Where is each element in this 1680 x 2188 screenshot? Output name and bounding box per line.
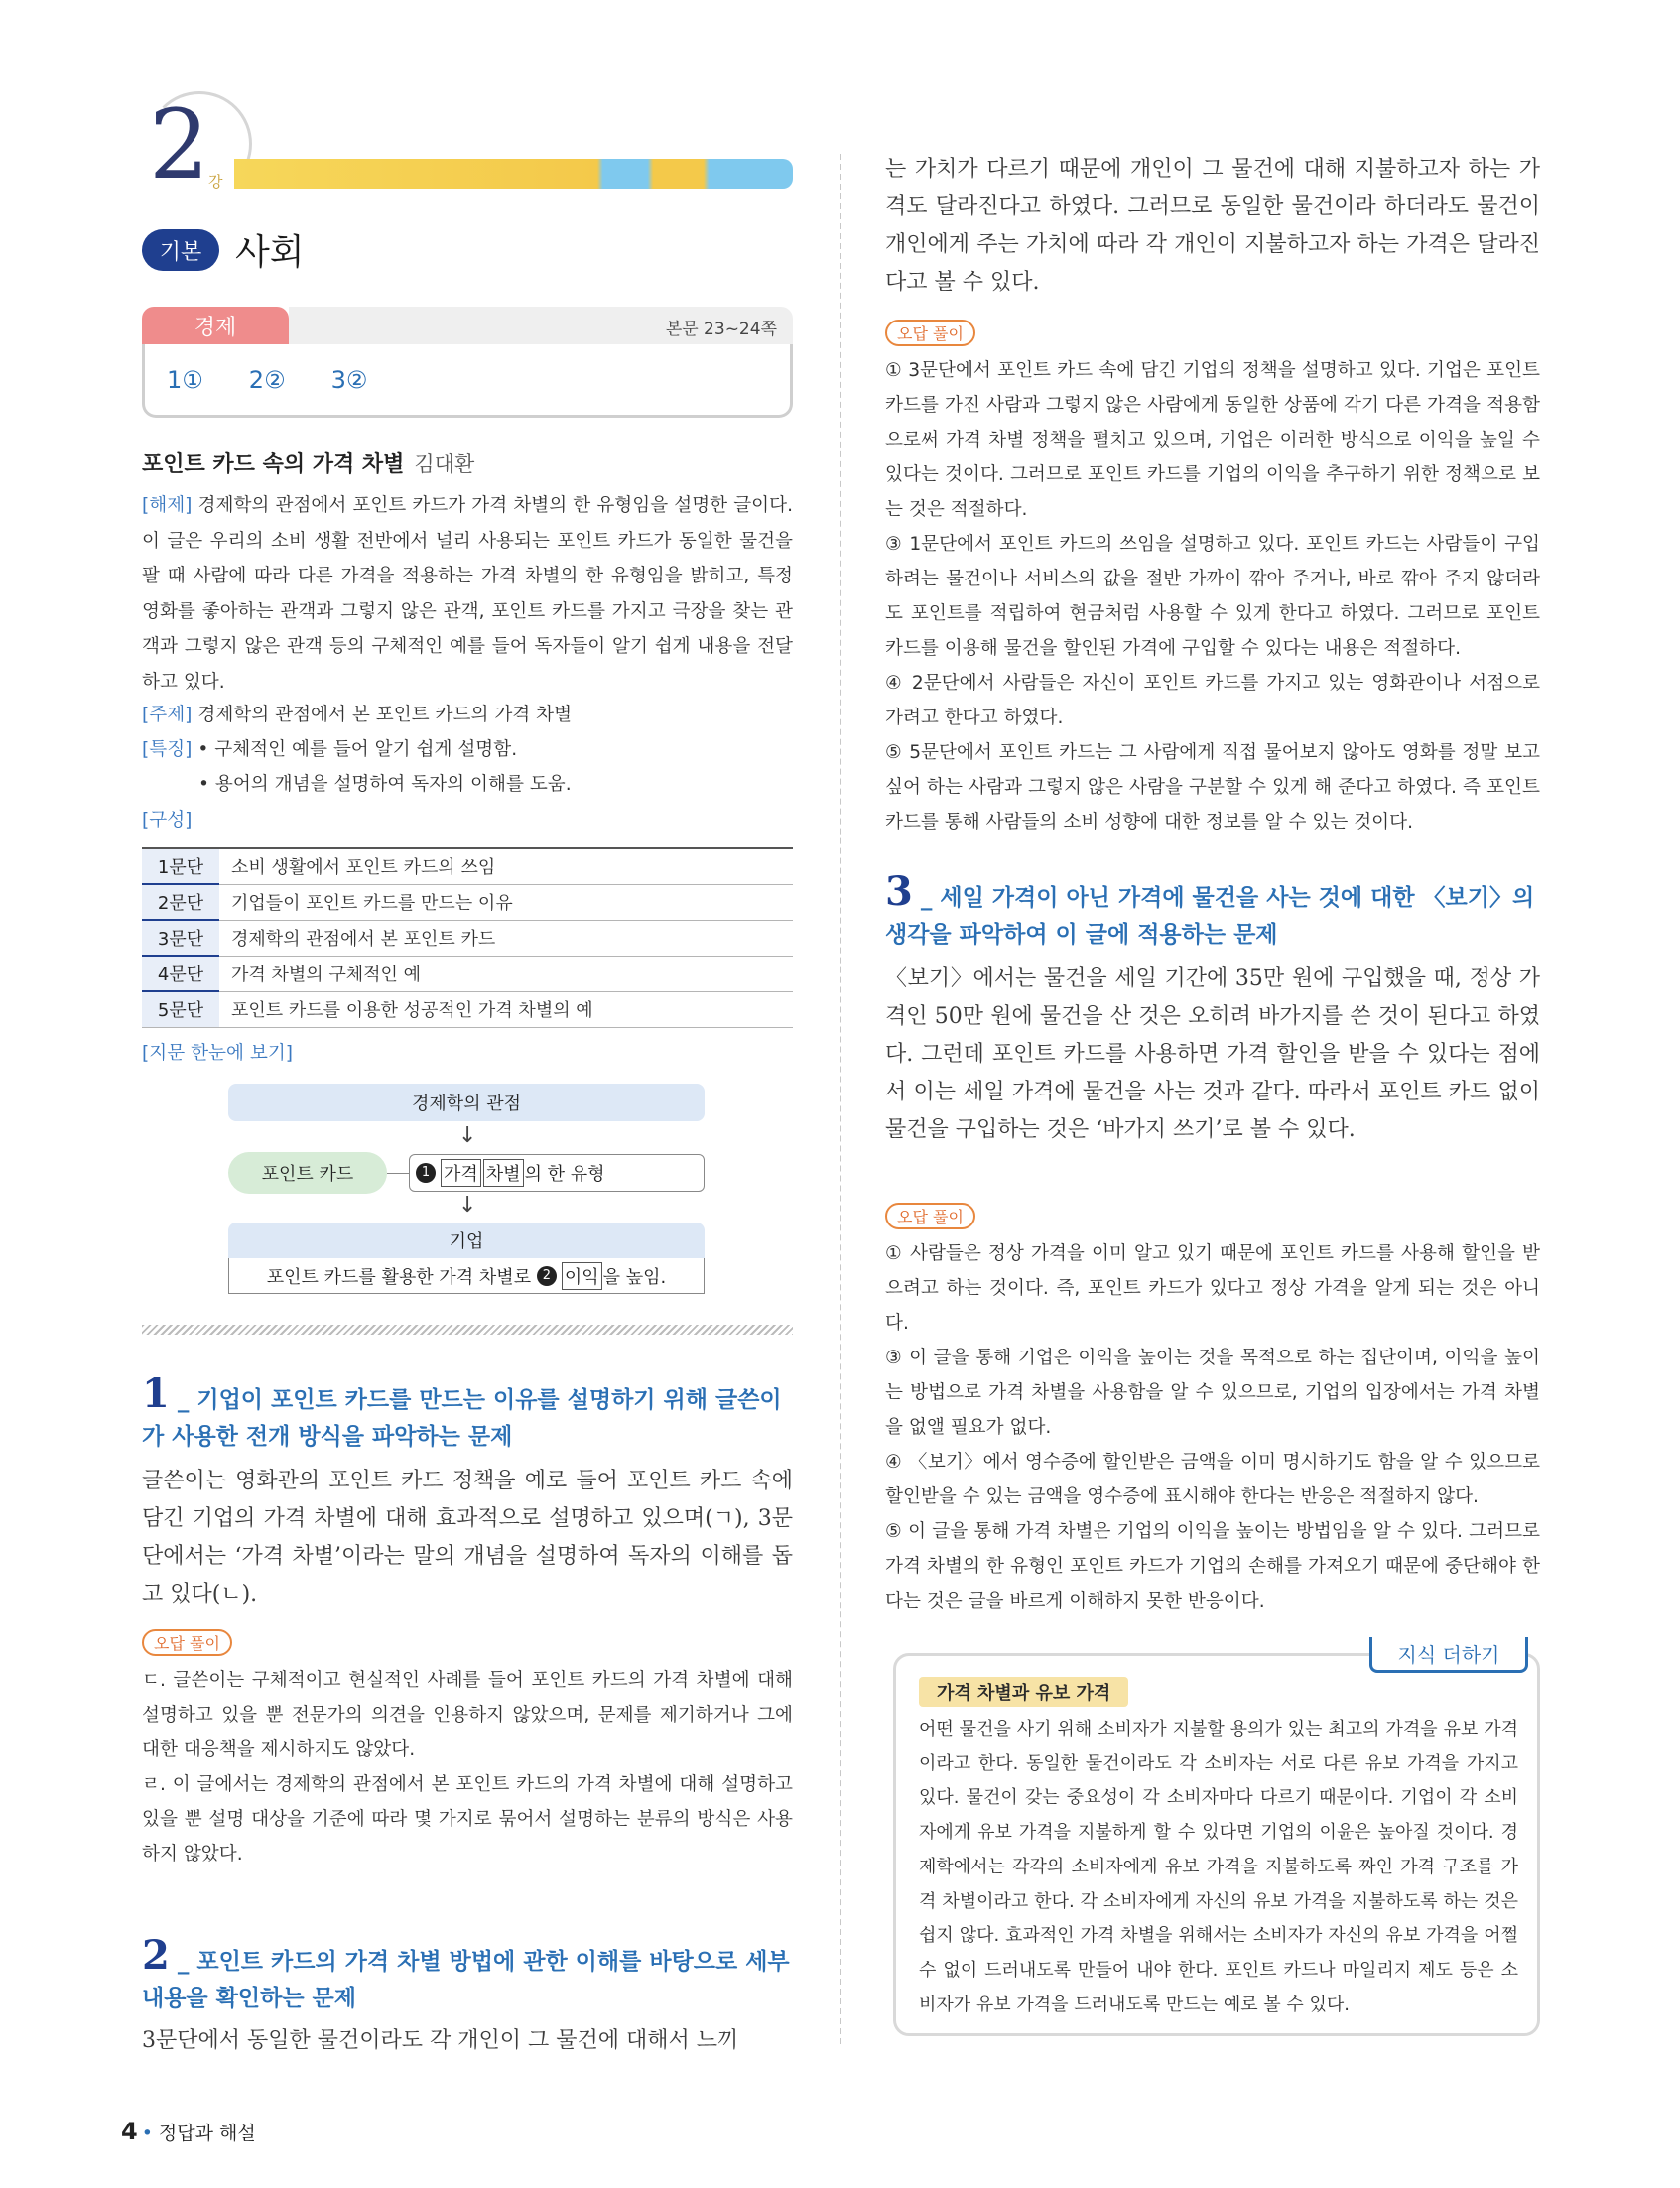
feature-2: • 용어의 개념을 설명하여 독자의 이해를 도움. xyxy=(198,774,572,795)
answer-box-strip xyxy=(289,307,793,344)
features-label: [특징] xyxy=(142,739,193,760)
number-badge: 1 xyxy=(416,1163,436,1183)
structure-label xyxy=(142,806,192,832)
para-cell: 1문단 xyxy=(142,848,219,884)
para-cell: 2문단 xyxy=(142,884,219,920)
question-1-explanation: 글쓴이는 영화관의 포인트 카드 정책을 예로 들어 포인트 카드 속에 담긴 기업의 가격 차별에 대해 효과적으로 설명하고 있으며(ㄱ), 3문단에서는 ‘가격 차별’이라는 말의 개념을 설명하여 독자의 이해를 돕고 있다(ㄴ). xyxy=(142,1469,793,1607)
page-footer xyxy=(121,2118,256,2145)
overview-label xyxy=(142,1039,293,1065)
answer-box-tab: 경제 xyxy=(142,307,289,344)
section-divider xyxy=(142,1325,793,1335)
question-1-heading xyxy=(142,1370,793,1456)
para-cell: 5문단 xyxy=(142,991,219,1027)
question-title: _ 기업이 포인트 카드를 만드는 이유를 설명하기 위해 글쓴이가 사용한 전개 방식을 파악하는 문제 xyxy=(142,1387,782,1450)
theme-line xyxy=(142,701,572,726)
answer-list xyxy=(142,344,793,418)
knowledge-plus-label: 지식 더하기 xyxy=(1369,1637,1528,1673)
question-2-explanation-start: 3문단에서 동일한 물건이라도 각 개인이 그 물건에 대해서 느끼 xyxy=(142,2028,739,2053)
subject-title: 사회 xyxy=(235,232,305,273)
wrong-item: ③ 이 글을 통해 기업은 이익을 높이는 것을 목적으로 하는 집단이며, 이익을 높이는 방법으로 가격 차별을 사용함을 알 수 있으므로, 기업의 입장에서는 가격 차별을 없앨 필요가 없다. xyxy=(885,1348,1540,1438)
overview-label-text: [지문 한눈에 보기] xyxy=(142,1043,294,1064)
level-tag: 기본 xyxy=(142,229,219,271)
feature-1: • 구체적인 예를 들어 알기 쉽게 설명함. xyxy=(197,739,518,760)
article-summary xyxy=(142,488,793,700)
summary-label: [해제] xyxy=(142,495,193,516)
blank-box: 가격 xyxy=(441,1159,481,1187)
wrong-item: ① 3문단에서 포인트 카드 속에 담긴 기업의 정책을 설명하고 있다. 기업은 포인트 카드를 가진 사람과 그렇지 않은 사람에게 동일한 상품에 각기 다른 가격을 적용함으로써 가격 차별 정책을 펼치고 있으며, 기업은 이러한 방식으로 이익을 높일 수 있다는 것이다. 그러므로 포인트 카드를 기업의 이익을 추구하기 위한 정책으로 보는 것은 적절하다. xyxy=(885,360,1540,520)
wrong-item: ④ 〈보기〉에서 영수증에 할인받은 금액을 이미 명시하기도 함을 알 수 있으므로 할인받을 수 있는 금액을 영수증에 표시해야 한다는 반응은 적절하지 않다. xyxy=(885,1452,1540,1507)
down-arrow-icon: ↓ xyxy=(458,1193,477,1218)
table-row xyxy=(142,956,793,991)
lesson-unit: 강 xyxy=(208,173,223,191)
desc-cell: 소비 생활에서 포인트 카드의 쓰임 xyxy=(219,848,793,884)
wrong-item: ① 사람들은 정상 가격을 이미 알고 있기 때문에 포인트 카드를 사용해 할인을 받으려고 하는 것이다. 즉, 포인트 카드가 있다고 정상 가격을 알게 되는 것은 아니다. xyxy=(885,1243,1540,1334)
question-title: _ 포인트 카드의 가격 차별 방법에 관한 이해를 바탕으로 세부 내용을 확인하는 문제 xyxy=(142,1949,790,2011)
wrong-item: ④ 2문단에서 사람들은 자신이 포인트 카드를 가지고 있는 영화관이나 서점으로 가려고 한다고 하였다. xyxy=(885,673,1540,728)
question-2-explanation-cont: 는 가치가 다르기 때문에 개인이 그 물건에 대해 지불하고자 하는 가격도 달라진다고 하였다. 그러므로 동일한 물건이라 하더라도 물건이 개인에게 주는 가치에 따라 각 개인이 지불하고자 하는 가격은 달라진다고 볼 수 있다. xyxy=(885,157,1540,295)
overview-diagram xyxy=(228,1084,705,1294)
wrong-item: ⑤ 5문단에서 포인트 카드는 그 사람에게 직접 물어보지 않아도 영화를 정말 보고 싶어 하는 사람과 그렇지 않은 사람을 구분할 수 있게 해 준다고 하였다. 즉 포인트 카드를 통해 사람들의 소비 성향에 대한 정보를 알 수 있는 것이다. xyxy=(885,742,1540,833)
wrong-item: ③ 1문단에서 포인트 카드의 쓰임을 설명하고 있다. 포인트 카드는 사람들이 구입하려는 물건이나 서비스의 값을 절반 가까이 깎아 주거나, 바로 깎아 주지 않더라도 포인트를 적립하여 현금처럼 사용할 수 있게 한다고 하였다. 그러므로 포인트 카드를 이용해 물건을 할인된 가격에 구입할 수 있다는 내용은 적절하다. xyxy=(885,534,1540,659)
table-row xyxy=(142,991,793,1027)
question-2-wrong-list xyxy=(885,353,1540,839)
question-3-explanation: 〈보기〉에서는 물건을 세일 기간에 35만 원에 구입했을 때, 정상 가격인 50만 원에 물건을 산 것은 오히려 바가지를 쓴 것이 된다고 하였다. 그런데 포인트 카드를 사용하면 가격 할인을 받을 수 있다는 점에서 이는 세일 가격에 물건을 사는 것과 같다. 따라서 포인트 카드 없이 물건을 구입하는 것은 ‘바가지 쓰기’로 볼 수 있다. xyxy=(885,966,1540,1142)
overview-top: 경제학의 관점 xyxy=(228,1084,705,1121)
page-reference: 본문 23~24쪽 xyxy=(665,320,777,339)
structure-table xyxy=(142,847,793,1028)
features-line xyxy=(142,735,517,761)
wrong-answer-tag: 오답 풀이 xyxy=(142,1629,232,1656)
overview-left: 포인트 카드 xyxy=(228,1152,387,1194)
overview-bottom-suffix: 을 높임. xyxy=(602,1266,667,1288)
answer-3: 3② xyxy=(330,365,368,394)
overview-middle xyxy=(409,1154,705,1192)
header-bar xyxy=(234,159,793,189)
summary-text: 경제학의 관점에서 포인트 카드가 가격 차별의 한 유형임을 설명한 글이다. 이 글은 우리의 소비 생활 전반에서 널리 사용되는 포인트 카드가 동일한 물건을 팔 때 사람에 따라 다른 가격을 적용하는 가격 차별의 한 유형임을 밝히고, 특정 영화를 좋아하는 관객과 그렇지 않은 관객, 포인트 카드를 가지고 극장을 찾는 관객과 그렇지 않은 관객 등의 구체적인 예를 들어 독자들이 알기 쉽게 내용을 전달하고 있다. xyxy=(142,495,794,693)
knowledge-plus-body: 어떤 물건을 사기 위해 소비자가 지불할 용의가 있는 최고의 가격을 유보 가격이라고 한다. 동일한 물건이라도 각 소비자는 서로 다른 유보 가격을 가지고 있다. 물건이 갖는 중요성이 각 소비자마다 다르기 때문이다. 기업이 각 소비자에게 유보 가격을 지불하게 할 수 있다면 기업의 이윤은 높아질 것이다. 경제학에서는 각각의 소비자에게 유보 가격을 지불하도록 짜인 가격 구조를 가격 차별이라고 한다. 각 소비자에게 자신의 유보 가격을 지불하도록 하는 것은 쉽지 않다. 효과적인 가격 차별을 위해서는 소비자가 자신의 유보 가격을 어쩔 수 없이 드러내도록 만들어 내야 한다. 포인트 카드나 마일리지 제도 등은 소비자가 유보 가격을 드러내도록 만드는 예로 볼 수 있다. xyxy=(919,1719,1518,2015)
overview-bottom-prefix: 포인트 카드를 활용한 가격 차별로 xyxy=(266,1266,532,1288)
wrong-item: ㄷ. 글쓴이는 구체적이고 현실적인 사례를 들어 포인트 카드의 가격 차별에 대해 설명하고 있을 뿐 전문가의 의견을 인용하지 않았으며, 문제를 제기하거나 그에 대한 대응책을 제시하지도 않았다. xyxy=(142,1670,793,1760)
desc-cell: 기업들이 포인트 카드를 만드는 이유 xyxy=(219,884,793,920)
lesson-number: 2 xyxy=(149,89,210,200)
question-number: 3 xyxy=(885,868,913,915)
question-title: _ 세일 가격이 아닌 가격에 물건을 사는 것에 대한 〈보기〉의 생각을 파악하여 이 글에 적용하는 문제 xyxy=(885,885,1535,948)
wrong-item: ⑤ 이 글을 통해 가격 차별은 기업의 이익을 높이는 방법임을 알 수 있다. 그러므로 가격 차별의 한 유형인 포인트 카드가 기업의 손해를 가져오기 때문에 중단해야 한다는 것은 글을 바르게 이해하지 못한 반응이다. xyxy=(885,1521,1540,1611)
blank-box: 차별 xyxy=(483,1159,524,1187)
question-number: 1 xyxy=(142,1370,170,1417)
theme-label: [주제] xyxy=(142,705,193,725)
column-divider xyxy=(840,154,841,2044)
overview-bottom xyxy=(228,1258,705,1294)
wrong-answer-tag: 오답 풀이 xyxy=(885,1203,975,1229)
article-author: 김대환 xyxy=(414,452,475,476)
question-2-heading xyxy=(142,1932,793,2017)
para-cell: 3문단 xyxy=(142,920,219,956)
answer-1: 1① xyxy=(167,365,203,394)
para-cell: 4문단 xyxy=(142,956,219,991)
footer-label: 정답과 해설 xyxy=(158,2123,256,2144)
page-number: 4 xyxy=(121,2118,138,2145)
knowledge-plus-subtitle: 가격 차별과 유보 가격 xyxy=(919,1677,1128,1707)
wrong-answer-tag: 오답 풀이 xyxy=(885,320,975,346)
desc-cell: 포인트 카드를 이용한 성공적인 가격 차별의 예 xyxy=(219,991,793,1027)
theme-text: 경제학의 관점에서 본 포인트 카드의 가격 차별 xyxy=(197,705,573,725)
structure-label-text: [구성] xyxy=(142,810,193,831)
connector-line xyxy=(387,1173,409,1174)
question-3-heading xyxy=(885,868,1540,954)
table-row xyxy=(142,884,793,920)
down-arrow-icon: ↓ xyxy=(458,1123,477,1148)
overview-middle-suffix: 의 한 유형 xyxy=(524,1164,605,1185)
wrong-item: ㄹ. 이 글에서는 경제학의 관점에서 본 포인트 카드의 가격 차별에 대해 설명하고 있을 뿐 설명 대상을 기준에 따라 몇 가지로 묶어서 설명하는 분류의 방식은 사용하지 않았다. xyxy=(142,1774,793,1865)
answer-2: 2② xyxy=(248,365,286,394)
table-row xyxy=(142,848,793,884)
table-row xyxy=(142,920,793,956)
article-title-text: 포인트 카드 속의 가격 차별 xyxy=(142,452,405,477)
answer-box xyxy=(142,307,793,418)
question-1-wrong-list xyxy=(142,1663,793,1871)
article-title xyxy=(142,448,474,478)
desc-cell: 경제학의 관점에서 본 포인트 카드 xyxy=(219,920,793,956)
number-badge: 2 xyxy=(537,1266,557,1286)
question-3-wrong-list xyxy=(885,1236,1540,1618)
question-number: 2 xyxy=(142,1932,170,1979)
blank-box: 이익 xyxy=(562,1262,602,1290)
bullet-icon: • xyxy=(141,2123,153,2144)
desc-cell: 가격 차별의 구체적인 예 xyxy=(219,956,793,991)
overview-bottom-head: 기업 xyxy=(228,1223,705,1258)
